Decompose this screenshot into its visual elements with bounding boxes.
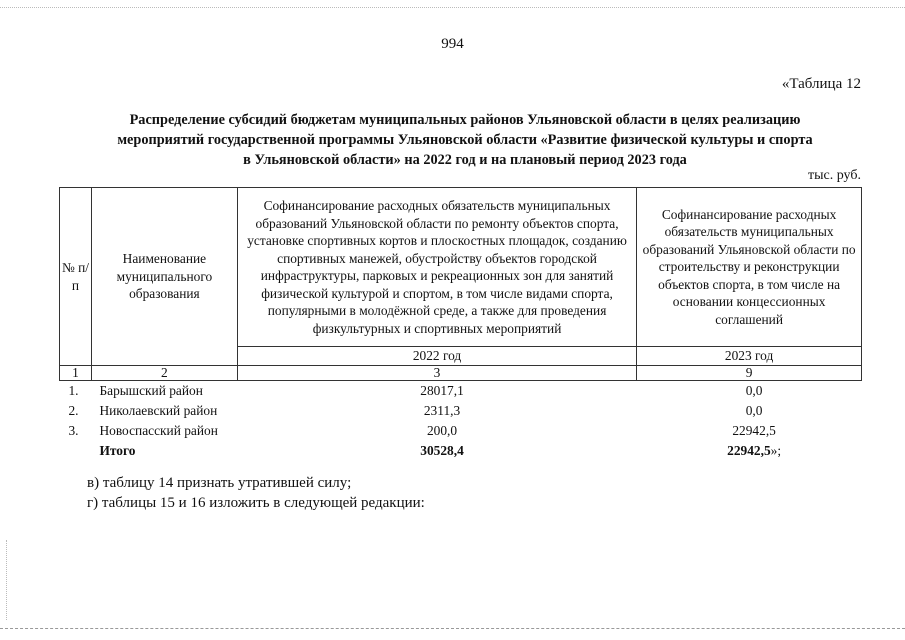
amendments-text	[87, 473, 425, 513]
row-number: 3.	[68, 423, 79, 439]
table-total-row	[60, 441, 862, 461]
header-municipality: Наименование муниципального образования	[91, 188, 237, 366]
total-value-2023-number: 22942,5	[727, 443, 771, 459]
amendment-line-g: г) таблицы 15 и 16 изложить в следующей редакции:	[87, 495, 425, 511]
units-label: тыс. руб.	[808, 168, 861, 183]
scan-edge-left	[6, 540, 8, 620]
row-value-2022: 2311,3	[423, 403, 461, 419]
table-row	[60, 381, 862, 402]
total-label: Итого	[99, 443, 136, 459]
title-line-2: мероприятий государственной программы Ульяновской области «Развитие физической культуры и спорта	[117, 132, 813, 148]
column-index: 1	[60, 366, 92, 381]
row-value-2022: 200,0	[426, 423, 458, 439]
row-number: 2.	[68, 403, 79, 419]
table-row	[60, 401, 862, 421]
row-value-2022: 28017,1	[420, 383, 464, 399]
header-year-2023: 2023 год	[637, 347, 862, 366]
scan-edge-bottom	[0, 628, 905, 630]
table-label: «Таблица 12	[781, 76, 861, 92]
amendment-line-v: в) таблицу 14 признать утратившей силу;	[87, 475, 352, 491]
column-index: 9	[637, 366, 862, 381]
table-row	[60, 421, 862, 441]
column-index: 2	[91, 366, 237, 381]
scan-edge-top	[0, 7, 905, 9]
header-cofinancing-2023: Софинансирование расходных обязательств муниципальных образований Ульяновской области по строительству и реконструкции объектов спорта, в том числе на основании концессионных соглашений	[637, 188, 862, 347]
header-number: № п/п	[60, 188, 92, 366]
table-header-row	[60, 188, 862, 347]
header-year-2022: 2022 год	[237, 347, 636, 366]
row-value-2023: 22942,5	[732, 423, 776, 439]
document-title	[70, 110, 860, 170]
row-municipality: Барышский район	[99, 383, 203, 399]
total-closing-quote: »;	[770, 443, 782, 459]
row-municipality: Новоспасский район	[99, 423, 218, 439]
title-line-3: в Ульяновской области» на 2022 год и на плановый период 2023 года	[243, 152, 687, 168]
table-index-row	[60, 366, 862, 381]
row-number: 1.	[68, 383, 79, 399]
subsidy-table	[59, 187, 862, 461]
row-value-2023: 0,0	[745, 403, 763, 419]
title-line-1: Распределение субсидий бюджетам муниципальных районов Ульяновской области в целях реализацию	[129, 112, 801, 128]
column-index: 3	[237, 366, 636, 381]
page-number: 994	[441, 36, 464, 52]
total-value-2022: 30528,4	[420, 443, 464, 459]
header-cofinancing-2022: Софинансирование расходных обязательств муниципальных образований Ульяновской области по ремонту объектов спорта, установке спортивных кортов и плоскостных площадок, созданию спортивных манежей, обустройству объектов городской инфраструктуры, парковых и рекреационных зон для занятий физической культурой и спортом, в том числе видами спорта, популярными в молодёжной среде, а также для проведения физкультурных и спортивных мероприятий	[237, 188, 636, 347]
total-value-2023	[637, 441, 862, 461]
row-value-2023: 0,0	[745, 383, 763, 399]
row-municipality: Николаевский район	[99, 403, 218, 419]
